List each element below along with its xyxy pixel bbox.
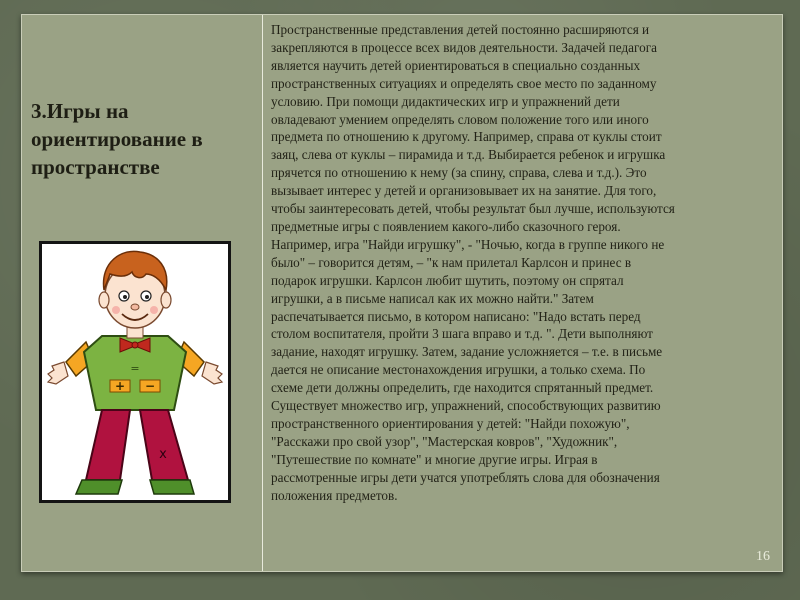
bow-knot [132,342,138,348]
body-text-line: "Расскажи про свой узор", "Мастерская ковров", "Художник", [271,433,618,449]
body-text-line: является научить детей ориентироваться в специально созданных [271,57,641,73]
left-cheek [112,306,120,314]
body-text-line: распечатывается письмо, в котором написано: "Надо встать перед [271,308,641,324]
body-text-line: положения предметов. [271,487,398,503]
body-text-line: рассмотренные игры дети учатся употреблять слова для обозначения [271,469,660,485]
body-text-line: подарок игрушки. Карлсон любит шутить, поэтому он спрятал [271,272,624,288]
body-text-line: Существует множество игр, упражнений, способствующих развитию [271,398,661,414]
left-shoe [76,480,122,494]
body-text-line: предметные игры с появлением какого-либо сказочного героя. [271,218,621,234]
right-pupil [145,295,149,299]
right-trouser-leg [140,410,188,480]
body-text-line: Например, игра "Найди игрушку", - "Ночью, когда в группе никого не [271,236,665,252]
body-text-line: пространственных ситуациях и определять свое место по заданному [271,75,657,91]
trouser-mark: x [159,447,167,462]
left-ear [99,292,109,308]
body-text-line: чтобы заинтересовать детей, чтобы результат был лучше, используются [271,201,675,217]
page-number: 16 [756,549,770,564]
body-text-line: предмета по отношению к другому. Например, справа от куклы стоит [271,129,662,145]
left-trouser-leg [86,410,130,480]
body-text-line: заяц, слева от куклы – пирамида и т.д. Выбирается ребенок и игрушка [271,147,666,163]
minus-sign: − [144,379,156,393]
body-text-line: пространственного ориентирования у детей: "Найди похожую", [271,415,630,431]
plus-sign: + [114,379,126,393]
body-text [271,21,781,504]
body-text-line: было" – говорится детям, – "к нам прилетал Карлсон и принес в [271,254,632,270]
right-cheek [150,306,158,314]
body-text-line: схеме дети должны определить, где находится спрятанный предмет. [271,380,654,396]
body-text-line: Пространственные представления детей постоянно расширяются и [271,22,650,37]
right-ear [161,292,171,308]
slide-title: 3.Игры на ориентирование в пространстве [31,99,203,179]
body-text-line: прячется по отношению к нему (за спину, справа, слева и т.д.). Это [271,165,647,181]
right-hand [202,362,222,384]
body-text-line: овладевают умением определять словом положение того или иного [271,111,649,127]
body-text-line: вызывает интерес у детей и организовывает их на занятие. Для того, [271,183,657,199]
body-text-line: дается не описание местонахождения игрушки, а только схема. По [271,362,646,378]
body-text-line: задание, находят игрушку. Затем, задание усложняется – т.е. в письме [271,344,663,360]
body-text-line: закрепляются в процессе всех видов деятельности. Задачей педагога [271,39,657,55]
left-hand [48,362,68,384]
column-divider [262,15,263,571]
left-pupil [123,295,127,299]
body-text-line: условию. При помощи дидактических игр и упражнений дети [271,93,620,109]
slide [21,14,783,572]
shirt-equals-sign: = [130,362,140,375]
illustration-frame [39,241,231,503]
nose [131,304,139,310]
geometric-boy-figure-icon [42,244,228,500]
body-text-line: "Путешествие по комнате" и многие другие игры. Играя в [271,451,598,467]
body-text-line: игрушки, а в письме написал как их можно найти." Затем [271,290,594,306]
body-text-line: столом воспитателя, пройти 3 шага вправо и т.д. ". Дети выполняют [271,326,653,342]
right-shoe [150,480,194,494]
